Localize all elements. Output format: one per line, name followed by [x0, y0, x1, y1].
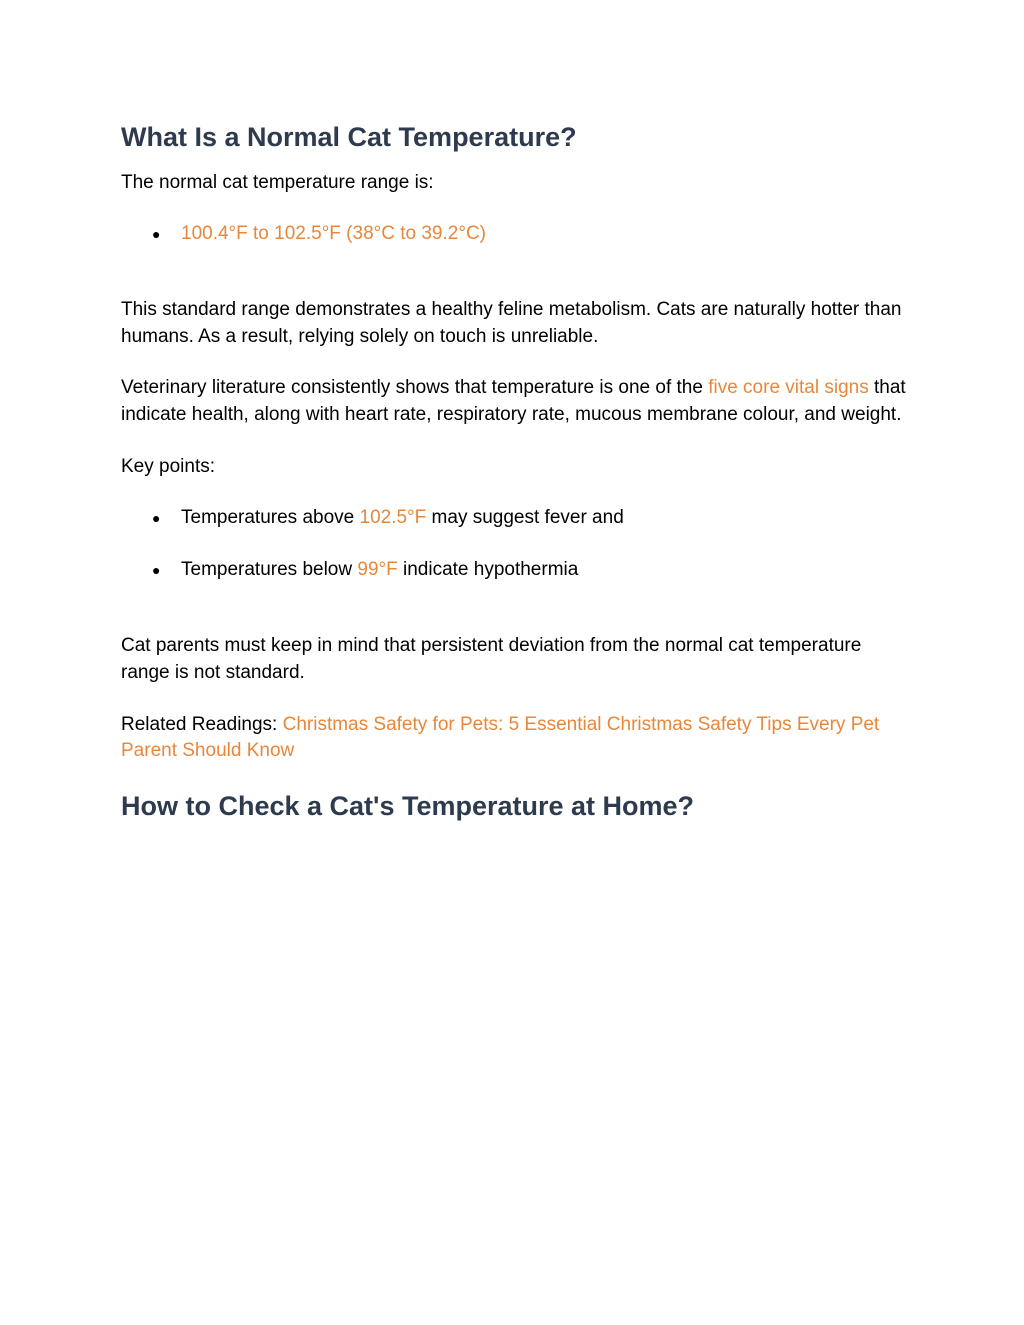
fever-threshold-link[interactable]: 102.5°F	[359, 507, 427, 529]
list-item	[121, 505, 911, 532]
section-heading-check-temperature: How to Check a Cat's Temperature at Home?	[121, 790, 695, 821]
related-article-link[interactable]: Christmas Safety for Pets: 5 Essential Christmas Safety Tips Every Pet Parent Should Know	[121, 713, 880, 762]
related-readings	[121, 712, 911, 765]
list-item	[121, 221, 911, 248]
hypothermia-threshold-link[interactable]: 99°F	[357, 558, 398, 580]
intro-paragraph: The normal cat temperature range is:	[121, 172, 434, 193]
vital-signs-paragraph	[121, 375, 911, 428]
standard-range-paragraph: This standard range demonstrates a healthy feline metabolism. Cats are naturally hotter than humans. As a result, relying solely on touch is unreliable.	[121, 299, 902, 347]
deviation-paragraph: Cat parents must keep in mind that persistent deviation from the normal cat temperature range is not standard.	[121, 635, 862, 683]
document-page	[121, 118, 911, 825]
vital-signs-link[interactable]: five core vital signs	[708, 377, 869, 399]
key-points-label: Key points:	[121, 455, 215, 477]
temperature-range-link[interactable]: 100.4°F to 102.5°F (38°C to 39.2°C)	[181, 222, 486, 244]
bullet-icon: ●	[152, 510, 161, 527]
key-points-list	[121, 505, 911, 583]
related-readings-label: Related Readings:	[121, 713, 283, 735]
paragraph-text: Veterinary literature consistently shows that temperature is one of the	[121, 377, 709, 399]
list-item-text: may suggest fever and	[426, 507, 624, 529]
list-item-text: Temperatures above	[181, 507, 360, 529]
list-item-text: indicate hypothermia	[397, 558, 579, 580]
paragraph-text: that indicate health, along with heart rate, respiratory rate, mucous membrane colour, and weight.	[121, 377, 906, 425]
list-item	[121, 557, 911, 584]
section-heading-normal-temperature: What Is a Normal Cat Temperature?	[121, 122, 577, 152]
bullet-icon: ●	[152, 225, 161, 242]
bullet-icon: ●	[152, 561, 161, 578]
list-item-text: Temperatures below	[181, 558, 358, 580]
range-list	[121, 221, 911, 248]
